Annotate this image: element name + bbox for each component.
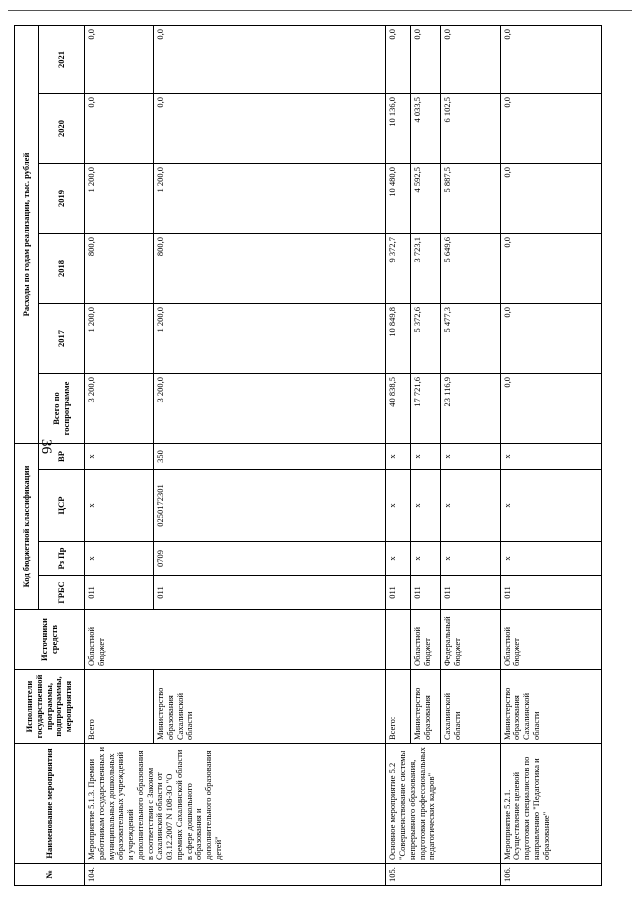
row-2019: 1 200,0 [154, 164, 386, 234]
header-no: № [15, 864, 85, 886]
header-source: Источники средств [15, 610, 85, 670]
header-2019: 2019 [39, 164, 85, 234]
row-2017: 5 477,3 [441, 304, 500, 374]
row-2021: 0,0 [411, 25, 441, 93]
table-row [500, 25, 601, 885]
row-2021: 0,0 [441, 25, 500, 93]
row-2020: 4 033,5 [411, 94, 441, 164]
row-2017: 5 372,6 [411, 304, 441, 374]
row-csr: x [411, 470, 441, 542]
row-name: Мероприятие 5.1.3. Премии работникам государственных и муниципальных дошкольных образовательных учреждений и учреждений дополнительного образования в соответствии с Законом Сахалинской области от 03.12.2007 N 108-ЗО "О премиях Сахалинской области в сфере дошкольного образования и дополнительного образования детей" [85, 744, 386, 864]
row-csr: x [386, 470, 411, 542]
row-2019: 0,0 [500, 164, 601, 234]
row-2018: 3 723,1 [411, 234, 441, 304]
row-2019: 1 200,0 [85, 164, 154, 234]
row-vr: x [85, 444, 154, 470]
row-name: Основное мероприятие 5.2 "Совершенствование системы непрерывного образования, подготовки профессиональных педагогических кадров" [386, 744, 500, 864]
row-executor: Министерство образования [411, 670, 441, 744]
row-rzpr: x [386, 542, 411, 576]
row-vr: x [500, 444, 601, 470]
row-2018: 800,0 [154, 234, 386, 304]
row-source: Областной бюджет [500, 610, 601, 670]
row-2018: 5 649,6 [441, 234, 500, 304]
row-vr: x [411, 444, 441, 470]
header-2020: 2020 [39, 94, 85, 164]
budget-table [14, 25, 602, 886]
row-csr: 0250172301 [154, 470, 386, 542]
row-rzpr: x [411, 542, 441, 576]
header-executor: Исполнители государственной программы, подпрограммы, мероприятия [15, 670, 85, 744]
row-2017: 10 849,8 [386, 304, 411, 374]
row-executor: Всего: [386, 670, 411, 744]
row-total: 3 200,0 [85, 374, 154, 444]
row-vr: 350 [154, 444, 386, 470]
row-2017: 0,0 [500, 304, 601, 374]
row-source: Федеральный бюджет [441, 610, 500, 670]
top-divider-line [8, 10, 632, 11]
row-2017: 1 200,0 [154, 304, 386, 374]
row-2021: 0,0 [500, 25, 601, 93]
row-2019: 5 887,5 [441, 164, 500, 234]
header-budget-code: Код бюджетной классификации [15, 444, 39, 610]
row-2020: 6 102,5 [441, 94, 500, 164]
row-rzpr: x [441, 542, 500, 576]
row-2021: 0,0 [154, 25, 386, 93]
row-csr: x [441, 470, 500, 542]
row-grbs: 011 [500, 576, 601, 610]
header-name: Наименование мероприятия [15, 744, 85, 864]
row-2020: 0,0 [500, 94, 601, 164]
row-2021: 0,0 [85, 25, 154, 93]
row-total: 40 838,5 [386, 374, 411, 444]
row-2019: 10 480,0 [386, 164, 411, 234]
row-source [386, 610, 411, 670]
row-csr: x [500, 470, 601, 542]
header-vr: ВР [39, 444, 85, 470]
row-vr: x [386, 444, 411, 470]
row-grbs: 011 [411, 576, 441, 610]
header-2017: 2017 [39, 304, 85, 374]
row-grbs: 011 [386, 576, 411, 610]
row-2021: 0,0 [386, 25, 411, 93]
row-rzpr: x [500, 542, 601, 576]
row-2020: 0,0 [85, 94, 154, 164]
header-csr: ЦСР [39, 470, 85, 542]
row-2019: 4 592,5 [411, 164, 441, 234]
header-expenses: Расходы по годам реализации, тыс. рублей [15, 25, 39, 443]
row-executor: Сахалинской области [441, 670, 500, 744]
row-rzpr: x [85, 542, 154, 576]
row-2018: 9 372,7 [386, 234, 411, 304]
header-2021: 2021 [39, 25, 85, 93]
header-total: Всего по госпрограмме [39, 374, 85, 444]
row-no: 105. [386, 864, 500, 886]
row-source: Областной бюджет [85, 610, 386, 670]
row-csr: x [85, 470, 154, 542]
row-grbs: 011 [441, 576, 500, 610]
row-name: Мероприятие 5.2.1. Осуществление целевой подготовки специалистов по направлению "Педагогика и образование" [500, 744, 601, 864]
header-2018: 2018 [39, 234, 85, 304]
row-grbs: 011 [85, 576, 154, 610]
row-total: 17 721,6 [411, 374, 441, 444]
row-rzpr: 0709 [154, 542, 386, 576]
row-2020: 10 136,0 [386, 94, 411, 164]
row-executor: Министерство образования Сахалинской области [500, 670, 601, 744]
row-source: Областной бюджет [411, 610, 441, 670]
table-row [386, 25, 411, 885]
row-total: 0,0 [500, 374, 601, 444]
row-no: 106. [500, 864, 601, 886]
row-2018: 800,0 [85, 234, 154, 304]
row-2018: 0,0 [500, 234, 601, 304]
page-number: 36 [38, 439, 54, 454]
row-vr: x [441, 444, 500, 470]
row-executor: Министерство образования Сахалинской области [154, 670, 386, 744]
row-no: 104. [85, 864, 386, 886]
table-row [85, 25, 154, 885]
header-rzpr: Рз Пр [39, 542, 85, 576]
row-grbs: 011 [154, 576, 386, 610]
row-total: 3 200,0 [154, 374, 386, 444]
row-2017: 1 200,0 [85, 304, 154, 374]
row-2020: 0,0 [154, 94, 386, 164]
rotated-table-container [14, 26, 602, 886]
row-total: 23 116,9 [441, 374, 500, 444]
header-grbs: ГРБС [39, 576, 85, 610]
row-executor: Всего [85, 670, 154, 744]
